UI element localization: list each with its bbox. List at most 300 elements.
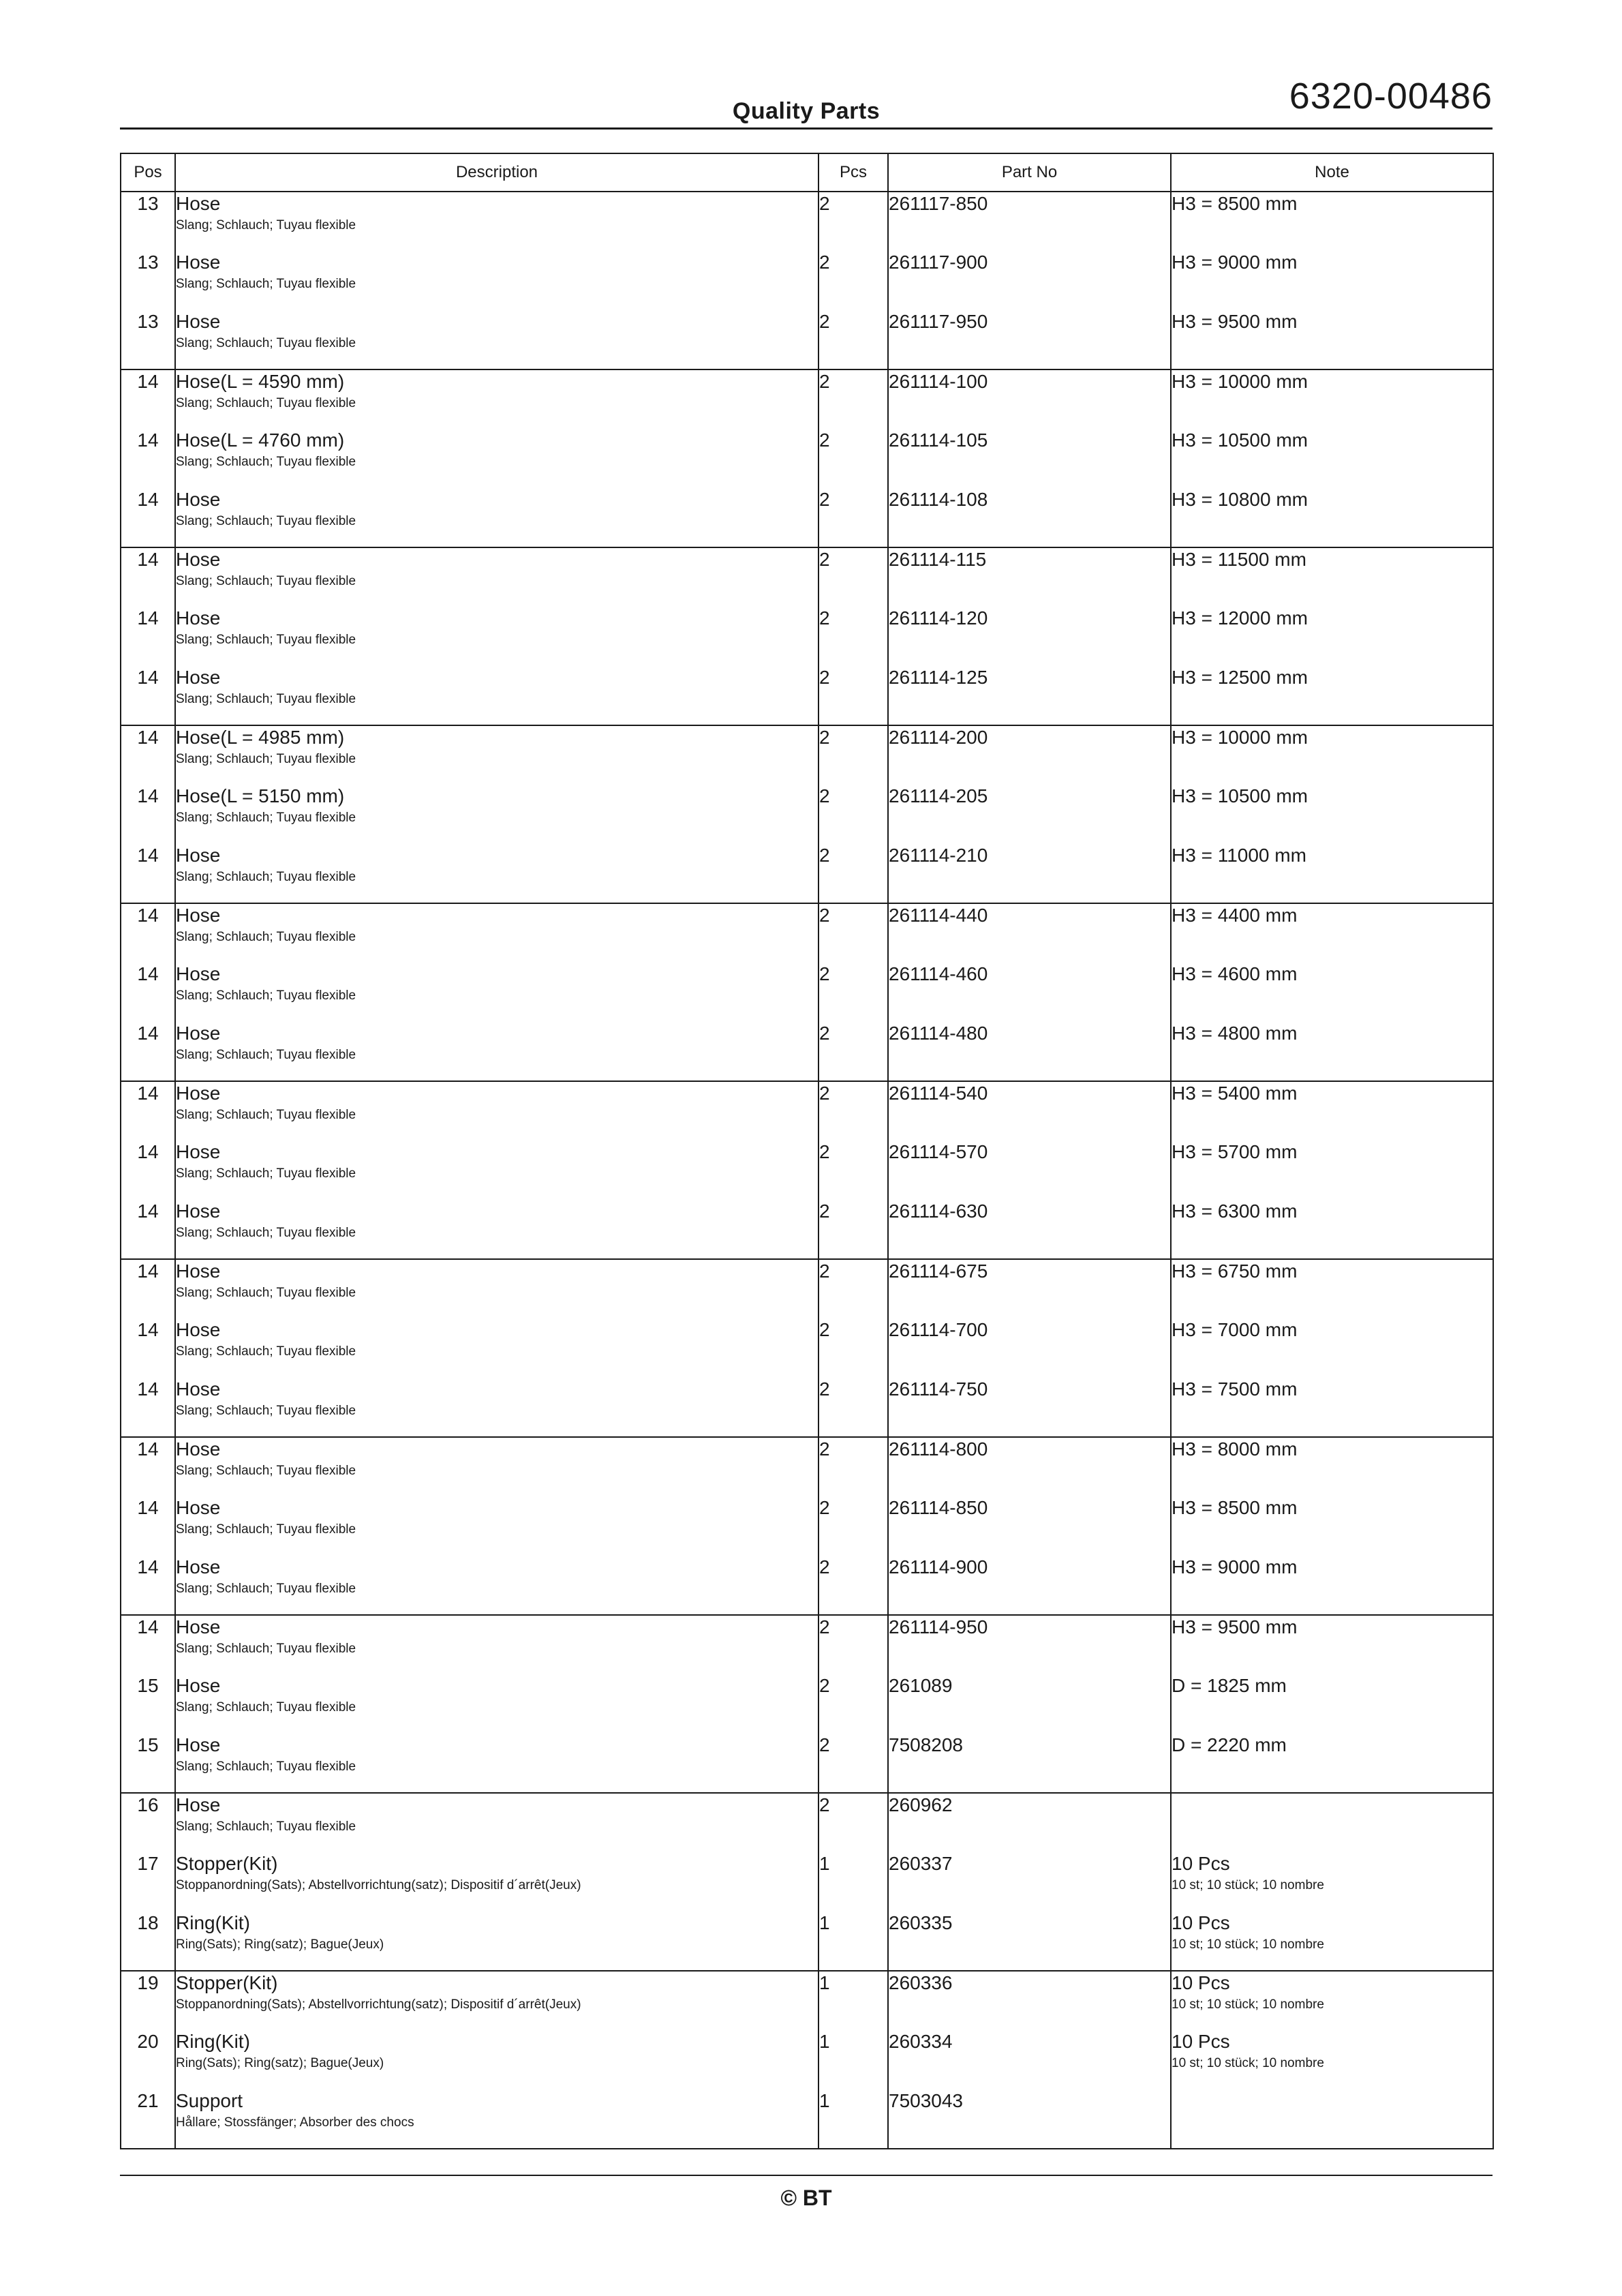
pcs-value: 1 <box>819 2090 830 2111</box>
pos-cell <box>121 1793 175 1852</box>
pcs-value: 2 <box>819 1083 830 1104</box>
pcs-cell <box>818 2089 888 2149</box>
note-cell <box>1171 547 1493 607</box>
table-row <box>121 1378 1493 1437</box>
pos-value: 13 <box>137 252 159 273</box>
part-no-cell <box>888 1081 1171 1141</box>
table-row <box>121 1556 1493 1615</box>
description-sub: Slang; Schlauch; Tuyau flexible <box>176 1642 356 1656</box>
description-main: Hose(L = 4760 mm) <box>176 429 345 451</box>
note-cell <box>1171 725 1493 785</box>
table-row <box>121 488 1493 547</box>
note-main: H3 = 4800 mm <box>1172 1023 1298 1044</box>
part-no-cell <box>888 1912 1171 1971</box>
table-row <box>121 310 1493 369</box>
pcs-value: 2 <box>819 1734 830 1755</box>
description-main: Hose <box>176 1794 221 1815</box>
pcs-value: 2 <box>819 1023 830 1044</box>
pcs-value: 2 <box>819 1378 830 1400</box>
pos-value: 14 <box>137 1438 159 1460</box>
note-main: H3 = 7500 mm <box>1172 1378 1298 1400</box>
table-row <box>121 1141 1493 1200</box>
pos-cell <box>121 607 175 666</box>
description-sub: Stoppanordning(Sats); Abstellvorrichtung(satz); Dispositif d´arrêt(Jeux) <box>176 1997 581 2012</box>
pos-value: 14 <box>137 489 159 510</box>
part-no-cell <box>888 1022 1171 1081</box>
note-cell <box>1171 369 1493 429</box>
description-cell <box>175 429 818 488</box>
table-row <box>121 1022 1493 1081</box>
description-main: Hose <box>176 1497 221 1518</box>
note-main: H3 = 10500 mm <box>1172 429 1308 451</box>
description-cell <box>175 666 818 725</box>
description-sub: Slang; Schlauch; Tuyau flexible <box>176 1166 356 1181</box>
pos-value: 20 <box>137 2031 159 2052</box>
note-cell <box>1171 1556 1493 1615</box>
pos-cell <box>121 903 175 963</box>
pos-cell <box>121 725 175 785</box>
table-row <box>121 1852 1493 1912</box>
pcs-cell <box>818 1674 888 1734</box>
description-main: Hose <box>176 1734 221 1755</box>
part-no-value: 7508208 <box>889 1734 964 1755</box>
table-row <box>121 1674 1493 1734</box>
description-cell <box>175 1971 818 2030</box>
description-main: Hose <box>176 1556 221 1577</box>
description-cell <box>175 1318 818 1378</box>
pcs-value: 2 <box>819 1260 830 1282</box>
pcs-value: 2 <box>819 193 830 214</box>
description-sub: Slang; Schlauch; Tuyau flexible <box>176 1226 356 1240</box>
part-no-value: 261114-630 <box>889 1200 988 1222</box>
description-cell <box>175 1674 818 1734</box>
table-row <box>121 1200 1493 1259</box>
pos-value: 14 <box>137 727 159 748</box>
description-main: Ring(Kit) <box>176 1912 250 1933</box>
pcs-cell <box>818 369 888 429</box>
part-no-cell <box>888 1852 1171 1912</box>
pos-cell <box>121 1496 175 1556</box>
note-main: D = 2220 mm <box>1172 1734 1287 1755</box>
pos-value: 14 <box>137 963 159 984</box>
table-row <box>121 1259 1493 1318</box>
note-main: H3 = 9000 mm <box>1172 1556 1298 1577</box>
part-no-value: 261114-210 <box>889 845 988 866</box>
part-no-value: 261114-105 <box>889 429 988 451</box>
pos-value: 16 <box>137 1794 159 1815</box>
note-cell <box>1171 1081 1493 1141</box>
part-no-cell <box>888 1200 1171 1259</box>
note-sub: 10 st; 10 stück; 10 nombre <box>1172 1997 1324 2012</box>
description-sub: Slang; Schlauch; Tuyau flexible <box>176 1464 356 1478</box>
pcs-value: 2 <box>819 963 830 984</box>
pcs-cell <box>818 2030 888 2089</box>
pcs-cell <box>818 1556 888 1615</box>
pcs-cell <box>818 1378 888 1437</box>
part-no-value: 261114-900 <box>889 1556 988 1577</box>
pcs-cell <box>818 1615 888 1674</box>
pos-value: 14 <box>137 667 159 688</box>
pcs-value: 1 <box>819 2031 830 2052</box>
description-main: Hose <box>176 1675 221 1696</box>
table-header-row <box>121 153 1493 192</box>
description-main: Hose <box>176 193 221 214</box>
pos-cell <box>121 963 175 1022</box>
description-sub: Slang; Schlauch; Tuyau flexible <box>176 336 356 350</box>
description-main: Hose <box>176 1260 221 1282</box>
note-cell <box>1171 1496 1493 1556</box>
note-sub: 10 st; 10 stück; 10 nombre <box>1172 2056 1324 2070</box>
description-sub: Slang; Schlauch; Tuyau flexible <box>176 633 356 647</box>
description-main: Hose <box>176 311 221 332</box>
pcs-value: 2 <box>819 727 830 748</box>
parts-table <box>120 153 1494 2149</box>
table-row <box>121 192 1493 251</box>
description-cell <box>175 1734 818 1793</box>
pcs-value: 2 <box>819 1141 830 1162</box>
note-cell <box>1171 251 1493 310</box>
pos-cell <box>121 369 175 429</box>
table-row <box>121 963 1493 1022</box>
part-no-cell <box>888 785 1171 844</box>
table-row <box>121 547 1493 607</box>
note-cell <box>1171 1022 1493 1081</box>
part-no-cell <box>888 1318 1171 1378</box>
pcs-cell <box>818 785 888 844</box>
pos-cell <box>121 1081 175 1141</box>
note-main: H3 = 6300 mm <box>1172 1200 1298 1222</box>
pos-cell <box>121 2089 175 2149</box>
description-main: Hose <box>176 549 221 570</box>
description-cell <box>175 2089 818 2149</box>
part-no-cell <box>888 192 1171 251</box>
pcs-value: 2 <box>819 371 830 392</box>
description-main: Hose <box>176 1319 221 1340</box>
table-row <box>121 666 1493 725</box>
note-main: H3 = 8500 mm <box>1172 1497 1298 1518</box>
part-no-cell <box>888 725 1171 785</box>
pcs-value: 2 <box>819 905 830 926</box>
pcs-value: 2 <box>819 549 830 570</box>
note-cell <box>1171 1200 1493 1259</box>
table-row <box>121 2089 1493 2149</box>
pos-value: 15 <box>137 1675 159 1696</box>
part-no-value: 261114-200 <box>889 727 988 748</box>
pos-cell <box>121 1141 175 1200</box>
note-cell <box>1171 2030 1493 2089</box>
note-cell <box>1171 963 1493 1022</box>
pos-value: 15 <box>137 1734 159 1755</box>
note-main: 10 Pcs <box>1172 1853 1230 1874</box>
note-main: H3 = 11500 mm <box>1172 549 1306 570</box>
part-no-cell <box>888 2089 1171 2149</box>
pos-value: 19 <box>137 1972 159 1993</box>
pcs-cell <box>818 1912 888 1971</box>
description-sub: Slang; Schlauch; Tuyau flexible <box>176 455 356 469</box>
part-no-cell <box>888 310 1171 369</box>
part-no-value: 261114-440 <box>889 905 988 926</box>
pos-value: 14 <box>137 905 159 926</box>
description-cell <box>175 1141 818 1200</box>
note-main: H3 = 4600 mm <box>1172 963 1298 984</box>
table-row <box>121 844 1493 903</box>
part-no-value: 261114-108 <box>889 489 988 510</box>
pos-value: 14 <box>137 1200 159 1222</box>
pcs-cell <box>818 607 888 666</box>
note-cell <box>1171 666 1493 725</box>
note-main: H3 = 10500 mm <box>1172 785 1308 806</box>
pos-cell <box>121 1200 175 1259</box>
part-no-value: 260337 <box>889 1853 953 1874</box>
part-no-cell <box>888 1378 1171 1437</box>
pcs-cell <box>818 1022 888 1081</box>
description-cell <box>175 785 818 844</box>
pcs-value: 2 <box>819 845 830 866</box>
description-cell <box>175 1852 818 1912</box>
pcs-cell <box>818 192 888 251</box>
part-no-cell <box>888 488 1171 547</box>
pos-cell <box>121 1971 175 2030</box>
note-cell <box>1171 903 1493 963</box>
description-main: Support <box>176 2090 243 2111</box>
description-cell <box>175 251 818 310</box>
description-sub: Ring(Sats); Ring(satz); Bague(Jeux) <box>176 1937 384 1952</box>
table-row <box>121 429 1493 488</box>
pos-value: 14 <box>137 429 159 451</box>
pcs-cell <box>818 1793 888 1852</box>
description-main: Stopper(Kit) <box>176 1853 278 1874</box>
note-main: D = 1825 mm <box>1172 1675 1287 1696</box>
description-sub: Slang; Schlauch; Tuyau flexible <box>176 1048 356 1062</box>
document-number: 6320-00486 <box>1289 76 1493 117</box>
part-no-cell <box>888 1971 1171 2030</box>
description-main: Stopper(Kit) <box>176 1972 278 1993</box>
description-main: Hose <box>176 1200 221 1222</box>
description-sub: Slang; Schlauch; Tuyau flexible <box>176 930 356 944</box>
description-sub: Stoppanordning(Sats); Abstellvorrichtung(satz); Dispositif d´arrêt(Jeux) <box>176 1878 581 1892</box>
pos-cell <box>121 1318 175 1378</box>
pcs-cell <box>818 1259 888 1318</box>
part-no-value: 261114-800 <box>889 1438 988 1460</box>
description-cell <box>175 192 818 251</box>
description-cell <box>175 1259 818 1318</box>
part-no-value: 261114-850 <box>889 1497 988 1518</box>
pcs-cell <box>818 1141 888 1200</box>
table-row <box>121 1437 1493 1496</box>
table-row <box>121 251 1493 310</box>
note-cell <box>1171 1378 1493 1437</box>
pos-cell <box>121 1556 175 1615</box>
part-no-value: 261114-700 <box>889 1319 988 1340</box>
part-no-cell <box>888 429 1171 488</box>
description-cell <box>175 607 818 666</box>
part-no-cell <box>888 547 1171 607</box>
description-cell <box>175 1081 818 1141</box>
pcs-cell <box>818 844 888 903</box>
table-row <box>121 725 1493 785</box>
description-cell <box>175 1615 818 1674</box>
description-cell <box>175 1912 818 1971</box>
note-main: H3 = 9500 mm <box>1172 311 1298 332</box>
pos-value: 14 <box>137 1378 159 1400</box>
note-sub: 10 st; 10 stück; 10 nombre <box>1172 1878 1324 1892</box>
pos-cell <box>121 1022 175 1081</box>
note-main: H3 = 8500 mm <box>1172 193 1298 214</box>
pcs-value: 2 <box>819 1675 830 1696</box>
description-sub: Slang; Schlauch; Tuyau flexible <box>176 692 356 706</box>
note-cell <box>1171 607 1493 666</box>
part-no-value: 261114-125 <box>889 667 988 688</box>
pos-cell <box>121 1852 175 1912</box>
pos-cell <box>121 1615 175 1674</box>
note-cell <box>1171 1259 1493 1318</box>
part-no-value: 261114-540 <box>889 1083 988 1104</box>
pcs-value: 2 <box>819 1556 830 1577</box>
pos-cell <box>121 1437 175 1496</box>
table-row <box>121 607 1493 666</box>
part-no-cell <box>888 1556 1171 1615</box>
pcs-cell <box>818 1081 888 1141</box>
description-sub: Slang; Schlauch; Tuyau flexible <box>176 396 356 410</box>
note-cell <box>1171 844 1493 903</box>
description-cell <box>175 1556 818 1615</box>
description-sub: Hållare; Stossfänger; Absorber des chocs <box>176 2115 414 2130</box>
pos-cell <box>121 1674 175 1734</box>
description-main: Hose <box>176 252 221 273</box>
description-sub: Slang; Schlauch; Tuyau flexible <box>176 1108 356 1122</box>
pos-value: 13 <box>137 311 159 332</box>
pcs-value: 2 <box>819 311 830 332</box>
pcs-value: 2 <box>819 429 830 451</box>
description-sub: Slang; Schlauch; Tuyau flexible <box>176 1700 356 1715</box>
pos-cell <box>121 488 175 547</box>
part-no-cell <box>888 666 1171 725</box>
pcs-cell <box>818 963 888 1022</box>
pos-cell <box>121 310 175 369</box>
note-main: 10 Pcs <box>1172 2031 1230 2052</box>
note-main: 10 Pcs <box>1172 1912 1230 1933</box>
pcs-cell <box>818 725 888 785</box>
description-sub: Slang; Schlauch; Tuyau flexible <box>176 277 356 291</box>
part-no-value: 260962 <box>889 1794 953 1815</box>
column-header-part-no: Part No <box>888 153 1171 192</box>
note-main: H3 = 5700 mm <box>1172 1141 1298 1162</box>
pos-cell <box>121 192 175 251</box>
table-row <box>121 903 1493 963</box>
pos-value: 14 <box>137 371 159 392</box>
page-title: Quality Parts <box>732 98 881 124</box>
note-main: H3 = 10000 mm <box>1172 371 1308 392</box>
pcs-cell <box>818 1852 888 1912</box>
table-row <box>121 2030 1493 2089</box>
part-no-cell <box>888 1674 1171 1734</box>
description-main: Hose <box>176 1023 221 1044</box>
pcs-cell <box>818 310 888 369</box>
pcs-value: 2 <box>819 607 830 629</box>
pcs-value: 2 <box>819 1794 830 1815</box>
part-no-value: 261114-570 <box>889 1141 988 1162</box>
table-row <box>121 1081 1493 1141</box>
part-no-cell <box>888 1437 1171 1496</box>
description-sub: Slang; Schlauch; Tuyau flexible <box>176 1344 356 1359</box>
note-cell <box>1171 1141 1493 1200</box>
pcs-cell <box>818 251 888 310</box>
description-sub: Slang; Schlauch; Tuyau flexible <box>176 574 356 588</box>
pcs-value: 1 <box>819 1912 830 1933</box>
note-cell <box>1171 785 1493 844</box>
part-no-cell <box>888 607 1171 666</box>
table-row <box>121 1734 1493 1793</box>
part-no-value: 261114-460 <box>889 963 988 984</box>
description-sub: Slang; Schlauch; Tuyau flexible <box>176 811 356 825</box>
description-main: Hose(L = 5150 mm) <box>176 785 345 806</box>
description-sub: Slang; Schlauch; Tuyau flexible <box>176 1759 356 1774</box>
description-sub: Ring(Sats); Ring(satz); Bague(Jeux) <box>176 2056 384 2070</box>
description-sub: Slang; Schlauch; Tuyau flexible <box>176 218 356 232</box>
pcs-cell <box>818 1496 888 1556</box>
table-row <box>121 1912 1493 1971</box>
pcs-value: 2 <box>819 1497 830 1518</box>
note-main: H3 = 11000 mm <box>1172 845 1306 866</box>
pcs-cell <box>818 1318 888 1378</box>
pos-value: 14 <box>137 785 159 806</box>
description-cell <box>175 844 818 903</box>
table-row <box>121 1971 1493 2030</box>
note-main: H3 = 6750 mm <box>1172 1260 1298 1282</box>
note-cell <box>1171 192 1493 251</box>
description-cell <box>175 2030 818 2089</box>
note-main: H3 = 12000 mm <box>1172 607 1308 629</box>
pos-value: 21 <box>137 2090 159 2111</box>
pos-cell <box>121 251 175 310</box>
description-sub: Slang; Schlauch; Tuyau flexible <box>176 752 356 766</box>
description-sub: Slang; Schlauch; Tuyau flexible <box>176 1522 356 1537</box>
description-main: Hose <box>176 1616 221 1637</box>
note-cell <box>1171 429 1493 488</box>
table-row <box>121 785 1493 844</box>
description-main: Hose <box>176 1141 221 1162</box>
pcs-cell <box>818 666 888 725</box>
description-cell <box>175 310 818 369</box>
part-no-value: 261114-750 <box>889 1378 988 1400</box>
description-main: Hose <box>176 963 221 984</box>
description-sub: Slang; Schlauch; Tuyau flexible <box>176 1404 356 1418</box>
note-main: H3 = 5400 mm <box>1172 1083 1298 1104</box>
pos-cell <box>121 2030 175 2089</box>
pos-cell <box>121 547 175 607</box>
pcs-value: 2 <box>819 1438 830 1460</box>
note-main: H3 = 4400 mm <box>1172 905 1298 926</box>
part-no-value: 261089 <box>889 1675 953 1696</box>
note-cell <box>1171 1674 1493 1734</box>
column-header-pcs: Pcs <box>818 153 888 192</box>
table-row <box>121 1793 1493 1852</box>
part-no-cell <box>888 1259 1171 1318</box>
part-no-value: 261114-100 <box>889 371 988 392</box>
part-no-cell <box>888 844 1171 903</box>
description-cell <box>175 1437 818 1496</box>
description-sub: Slang; Schlauch; Tuyau flexible <box>176 1582 356 1596</box>
part-no-value: 261114-950 <box>889 1616 988 1637</box>
description-main: Ring(Kit) <box>176 2031 250 2052</box>
part-no-value: 261114-675 <box>889 1260 988 1282</box>
description-main: Hose <box>176 489 221 510</box>
part-no-cell <box>888 963 1171 1022</box>
pcs-value: 1 <box>819 1972 830 1993</box>
note-main: H3 = 7000 mm <box>1172 1319 1298 1340</box>
description-cell <box>175 1793 818 1852</box>
pcs-cell <box>818 903 888 963</box>
